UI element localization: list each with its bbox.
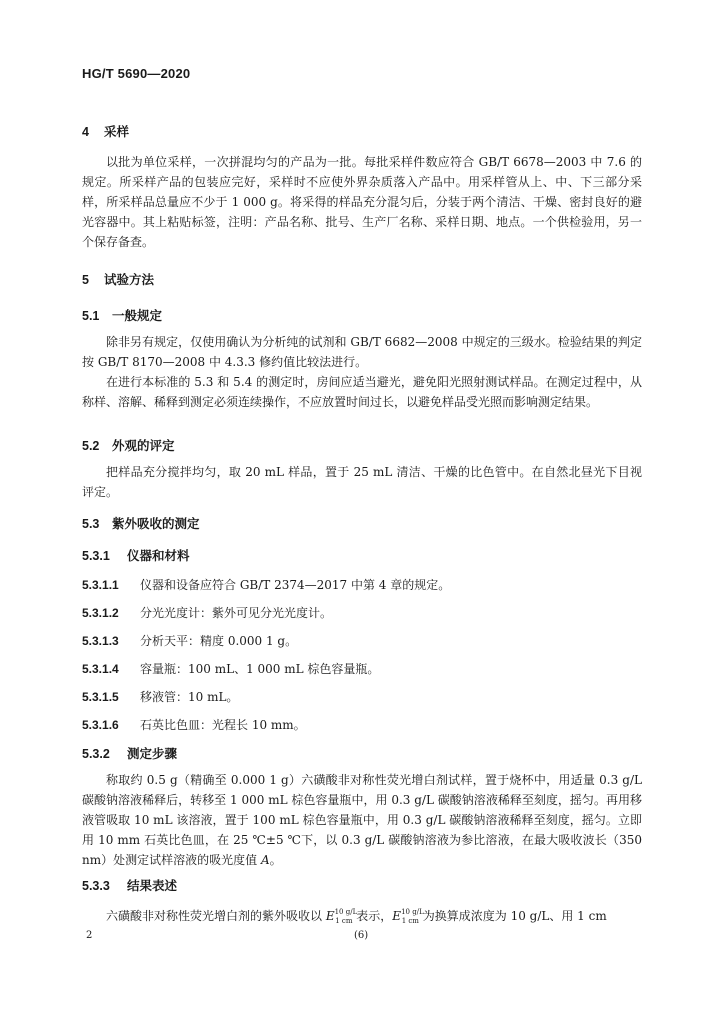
section-5-heading: 5 试验方法 (82, 273, 155, 287)
section-5-1-paragraph-1: 除非另有规定，仅使用确认为分析纯的试剂和 GB/T 6682—2008 中规定的三级水。检验结果的判定按 GB/T 8170—2008 中 4.3.3 修约值比较法进行。 (82, 335, 642, 369)
section-5-3-heading: 5.3 紫外吸收的测定 (82, 517, 200, 531)
list-item: 5.3.1.1 仪器和设备应符合 GB/T 2374—2017 中第 4 章的规定。 (82, 578, 451, 592)
section-5-3-1-heading: 5.3.1 仪器和材料 (82, 549, 190, 563)
list-item: 5.3.1.4 容量瓶：100 mL、1 000 mL 棕色容量瓶。 (82, 662, 380, 676)
list-item: 5.3.1.2 分光光度计：紫外可见分光光度计。 (82, 606, 333, 620)
standard-code: HG/T 5690—2020 (82, 66, 191, 81)
section-5-3-3-heading: 5.3.3 结果表述 (82, 879, 178, 893)
section-5-2-heading: 5.2 外观的评定 (82, 439, 175, 453)
section-4-paragraph: 以批为单位采样，一次拼混均匀的产品为一批。每批采样件数应符合 GB/T 6678—2003 中 7.6 的规定。所采样产品的包装应完好，采样时不应使外界杂质落入产品中。用采样管从上、中、下三部分采样，所采样品总量应不少于 1 000 g。将采得的样品充分混匀后，分装于两个清洁、干燥、密封良好的避光容器中。其上粘贴标签，注明：产品名称、批号、生产厂名称、采样日期、地点。一个供检验用，另一个保存备查。 (82, 155, 642, 249)
list-item: 5.3.1.6 石英比色皿：光程长 10 mm。 (82, 718, 306, 732)
section-5-1-paragraph-2: 在进行本标准的 5.3 和 5.4 的测定时，房间应适当避光，避免阳光照射测试样品。在测定过程中，从称样、溶解、稀释到测定必须连续操作，不应放置时间过长，以避免样品受光照而影响测定结果。 (82, 375, 642, 409)
section-5-1-heading: 5.1 一般规定 (82, 309, 163, 323)
sheet-number: (6) (354, 930, 369, 941)
section-4-heading: 4 采样 (82, 125, 130, 139)
section-5-3-2-paragraph: 称取约 0.5 g（精确至 0.000 1 g）六磺酸非对称性荧光增白剂试样，置于烧杯中，用适量 0.3 g/L 碳酸钠溶液稀释后，转移至 1 000 mL 棕色容量瓶中，用 0.3 g/L 碳酸钠溶液稀释至刻度，摇匀。再用移液管吸取 10 mL 该溶液，置于 100 mL 棕色容量瓶中，用 0.3 g/L 碳酸钠溶液稀释至刻度，摇匀。立即用 10 mm 石英比色皿，在 25 ℃±5 ℃下，以 0.3 g/L 碳酸钠溶液为参比溶液，在最大吸收波长（350 nm）处测定试样溶液的吸光度值 A。 (82, 773, 642, 867)
page-number: 2 (86, 930, 93, 941)
list-item: 5.3.1.5 移液管：10 mL。 (82, 690, 239, 704)
section-5-3-3-paragraph: 六磺酸非对称性荧光增白剂的紫外吸收以 $E^{10 g/L}_{1 cm}$ 表示，$E^{10 g/L}_{1 cm}$ 为换算成浓度为 10 g/L、用 1 cm (106, 908, 607, 925)
list-item: 5.3.1.3 分析天平：精度 0.000 1 g。 (82, 634, 298, 648)
section-5-3-2-heading: 5.3.2 测定步骤 (82, 747, 178, 761)
section-5-2-paragraph: 把样品充分搅拌均匀，取 20 mL 样品，置于 25 mL 清洁、干燥的比色管中。在自然北昼光下目视评定。 (82, 465, 642, 499)
